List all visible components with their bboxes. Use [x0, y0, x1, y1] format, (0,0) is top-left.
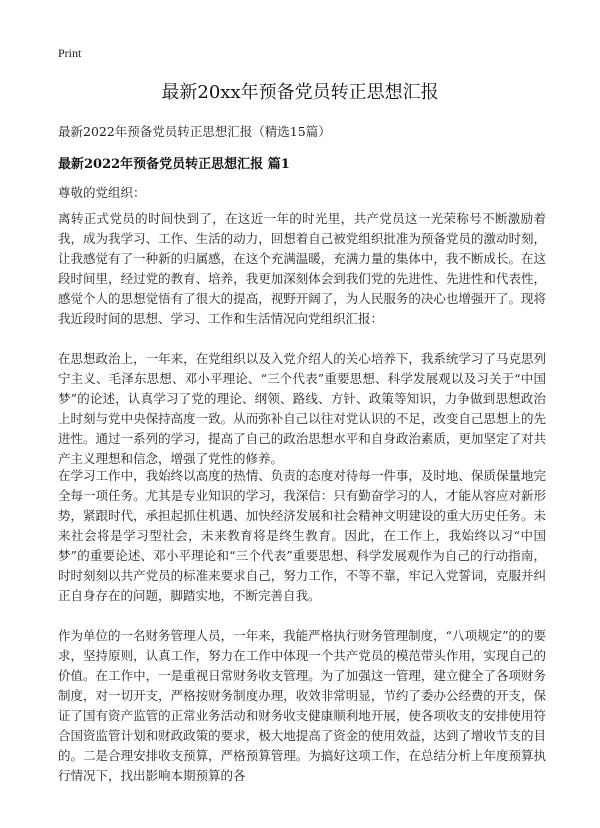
document-title: 最新20xx年预备党员转正思想汇报 — [161, 82, 439, 103]
paragraph-political-thought: 在思想政治上，一年来，在党组织以及入党介绍人的关心培养下，我系统学习了马克思列宁主义、毛泽东思想、邓小平理论、“三个代表”重要思想、科学发展观以及习关于“中国梦”的论述，认真学习了党的理论、纲领、路线、方针、政策等知识，力争做到思想政治上时刻与党中央保持高度一致。从而弥补自己以往对党认识的不足，改变自己思想上的先进性。通过一系列的学习，提高了自己的政治思想水平和自身政治素质，更加坚定了对共产主义理想和信念，增强了党性的修养。 — [58, 351, 546, 466]
section-heading: 最新2022年预备党员转正思想汇报 篇1 — [58, 157, 290, 172]
document-subtitle: 最新2022年预备党员转正思想汇报（精选15篇） — [58, 124, 331, 139]
greeting: 尊敬的党组织： — [58, 185, 146, 200]
paragraph-study-work: 在学习工作中，我始终以高度的热情、负责的态度对待每一件事，及时地、保质保量地完全每一项任务。尤其是专业知识的学习，我深信：只有勤奋学习的人，才能从容应对新形势，紧跟时代，承担起抓住机遇、加快经济发展和社会精神文明建设的重大历史任务。未来社会将是学习型社会，未来教育将是终生教育。因此，在工作上，我始终以习“中国梦”的重要论述、邓小平理论和“三个代表”重要思想、科学发展观作为自己的行动指南，时时刻刻以共产党员的标准来要求自己，努力工作，不等不靠，牢记入党誓词，克服并纠正自身存在的问题，脚踏实地，不断完善自我。 — [58, 468, 546, 603]
paragraph-finance-work: 作为单位的一名财务管理人员，一年来，我能严格执行财务管理制度，“八项规定”的的要求，坚持原则，认真工作，努力在工作中体现一个共产党员的模范带头作用，实现自己的价值。在工作中，一是重视日常财务收支管理。为了加强这一管理，建立健全了各项财务制度，对一切开支，严格按财务制度办理，收效非常明显，节约了委办公经费的开支，保证了国有资产监管的正常业务活动和财务收支健康顺利地开展，使各项收支的安排使用符合国资监管计划和财政政策的要求，极大地提高了资金的使用效益，达到了增收节支的目的。二是合理安排收支预算，严格预算管理。为搞好这项工作，在总结分析上年度预算执行情况下，找出影响本期预算的各 — [58, 628, 546, 783]
print-label: Print — [58, 46, 82, 60]
paragraph-intro: 离转正式党员的时间快到了，在这近一年的时光里，共产党员这一光荣称号不断激励着我，成为我学习、工作、生活的动力，回想着自己被党组织批准为预备党员的激动时刻，让我感觉有了一种新的归属感，在这个充满温暖，充满力量的集体中，我不断成长。在这段时间里，经过党的教育、培养，我更加深刻体会到我们党的先进性、先进性和代表性，感觉个人的思想觉悟有了很大的提高，视野开阔了，为人民服务的决心也增强开了。现将我近段时间的思想、学习、工作和生活情况向党组织汇报： — [58, 211, 546, 326]
